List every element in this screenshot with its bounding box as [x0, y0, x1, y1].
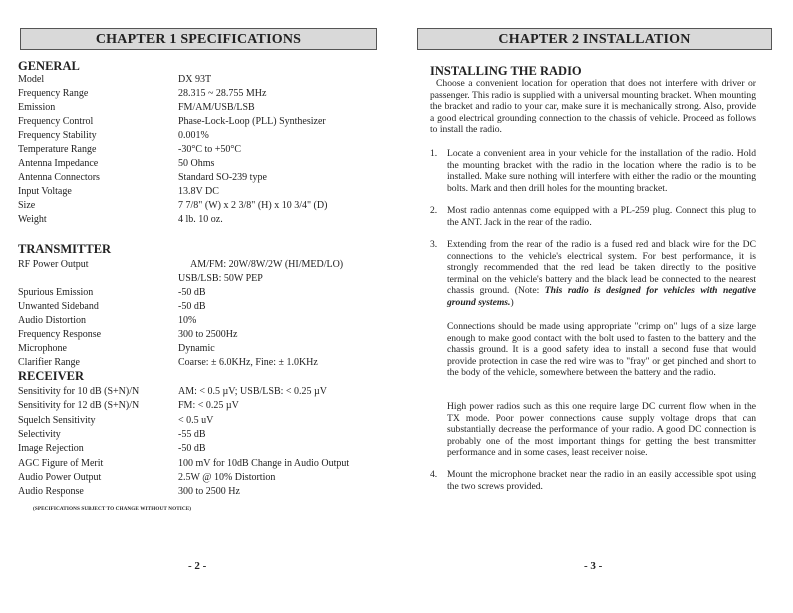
spec-value: Dynamic [178, 343, 215, 354]
spec-value: 2.5W @ 10% Distortion [178, 471, 276, 483]
spec-label: Clarifier Range [18, 357, 80, 368]
installing-heading: INSTALLING THE RADIO [430, 64, 582, 78]
spec-label: Input Voltage [18, 186, 72, 197]
page-number-left: - 2 - [188, 560, 207, 572]
spec-value: < 0.5 uV [178, 414, 214, 426]
page-left-specifications [0, 0, 396, 613]
spec-value: AM/FM: 20W/8W/2W (HI/MED/LO) [190, 259, 344, 270]
spec-value: 300 to 2500 Hz [178, 486, 240, 498]
spec-value: -50 dB [178, 287, 206, 298]
spec-label: Unwanted Sideband [18, 301, 99, 312]
spec-value: 4 lb. 10 oz. [178, 214, 223, 225]
item-text: Mount the microphone bracket near the radio in an easily accessible spot using the two screws provided. [447, 469, 756, 492]
spec-value: Phase-Lock-Loop (PLL) Synthesizer [178, 116, 326, 127]
page-right-installation [396, 0, 793, 613]
spec-label: Audio Response [18, 486, 84, 498]
spec-value: Coarse: ± 6.0KHz, Fine: ± 1.0KHz [178, 357, 318, 368]
page-number-right: - 3 - [584, 560, 603, 572]
spec-value: Standard SO-239 type [178, 172, 267, 183]
spec-value: -50 dB [178, 443, 206, 455]
spec-label: Frequency Stability [18, 130, 97, 141]
spec-label: AGC Figure of Merit [18, 457, 104, 469]
spec-value: 28.315 ~ 28.755 MHz [178, 88, 267, 99]
spec-label: Squelch Sensitivity [18, 414, 96, 426]
receiver-heading: RECEIVER [18, 369, 84, 383]
spec-value: -30°C to +50°C [178, 144, 242, 155]
spec-value: -55 dB [178, 428, 206, 440]
spec-value: AM: < 0.5 µV; USB/LSB: < 0.25 µV [178, 386, 328, 397]
item-text: Extending from the rear of the radio is a fused red and black wire for the DC connections to the vehicle's electrical system. For best performance, it is strongly recommended that the red lead be taken directly to the positive terminal on the vehicle's battery and the black lead be connected to the nearest chassis ground. (Note: [447, 239, 756, 296]
spec-value: -50 dB [178, 301, 206, 312]
spec-label: Weight [18, 214, 47, 225]
item-text-wrapper [447, 239, 756, 308]
spec-label: Audio Distortion [18, 315, 87, 326]
spec-label: Frequency Control [18, 116, 94, 127]
spec-value: 7 7/8" (W) x 2 3/8" (H) x 10 3/4" (D) [178, 200, 328, 211]
spec-label: Spurious Emission [18, 287, 94, 298]
spec-label: Frequency Response [18, 329, 102, 340]
spec-label: Model [18, 74, 45, 85]
chapter-1-title: CHAPTER 1 SPECIFICATIONS [20, 28, 377, 50]
spec-label: Size [18, 200, 36, 211]
spec-label: Temperature Range [18, 144, 97, 155]
chapter-2-title: CHAPTER 2 INSTALLATION [417, 28, 772, 50]
spec-value: FM/AM/USB/LSB [178, 102, 255, 113]
spec-value: 13.8V DC [178, 186, 219, 197]
spec-label: Image Rejection [18, 443, 84, 455]
spec-value: 10% [178, 315, 197, 326]
spec-value: 50 Ohms [178, 158, 215, 169]
power-paragraph: High power radios such as this one require large DC current flow when in the TX mode. Poor power connections cause supply voltage drops that can substantially decrease the performance of your radio. A good DC connection is probably one of the most important things for getting the best transmitter performance and in some cases, least receiver noise. [447, 401, 756, 458]
specifications-note: (SPECIFICATIONS SUBJECT TO CHANGE WITHOUT NOTICE) [33, 506, 192, 512]
item-number: 1. [430, 148, 438, 159]
item-number: 3. [430, 239, 438, 250]
item-text-tail: ) [510, 296, 514, 308]
general-heading: GENERAL [18, 59, 80, 73]
spec-label: Antenna Connectors [18, 172, 100, 183]
spec-label: Audio Power Output [18, 471, 102, 483]
spec-label: Selectivity [18, 428, 61, 440]
spec-value: DX 93T [178, 74, 212, 85]
intro-paragraph: Choose a convenient location for operation that does not interfere with driver or passenger. This radio is supplied with a universal mounting bracket. When mounting the bracket and radio to your car, make sure it is mechanically strong. Also, provide a good electrical grounding connection to the chassis of vehicle. Proceed as follows to install the radio. [430, 78, 756, 135]
item-emphasis: This radio is designed for vehicles with negative ground systems. [447, 285, 756, 308]
spec-value: 0.001% [178, 130, 209, 141]
item-number: 2. [430, 205, 438, 216]
spec-label: Antenna Impedance [18, 158, 99, 169]
spec-value: 300 to 2500Hz [178, 329, 238, 340]
spec-label: RF Power Output [18, 259, 89, 270]
spec-value: FM: < 0.25 µV [178, 400, 239, 412]
connections-paragraph: Connections should be made using appropriate "crimp on" lugs of a size large enough to make good contact with the bolt used to fasten to the battery and the chassis ground. It is a good safety idea to install a second fuse that would provide protection in case the red wire was to "fray" or get pinched and short to the body of the vehicle, somewhere between the battery and the radio. [447, 321, 756, 378]
spec-value: USB/LSB: 50W PEP [178, 273, 263, 284]
spec-label: Frequency Range [18, 88, 89, 99]
spec-label: Sensitivity for 10 dB (S+N)/N [18, 386, 140, 397]
spec-value: 100 mV for 10dB Change in Audio Output [178, 457, 350, 469]
item-number: 4. [430, 469, 438, 480]
item-text: Locate a convenient area in your vehicle for the installation of the radio. Hold the mounting bracket with the radio in the location where the radio is to be installed. Make sure nothing will interfere with either the radio or the mounting bolts. Mark and then drill holes for the mounting bracket. [447, 148, 756, 194]
spec-label: Emission [18, 102, 56, 113]
spec-label: Microphone [18, 343, 67, 354]
item-text: Most radio antennas come equipped with a PL-259 plug. Connect this plug to the ANT. Jack in the rear of the radio. [447, 205, 756, 228]
transmitter-heading: TRANSMITTER [18, 242, 112, 256]
spec-label: Sensitivity for 12 dB (S+N)/N [18, 400, 140, 412]
